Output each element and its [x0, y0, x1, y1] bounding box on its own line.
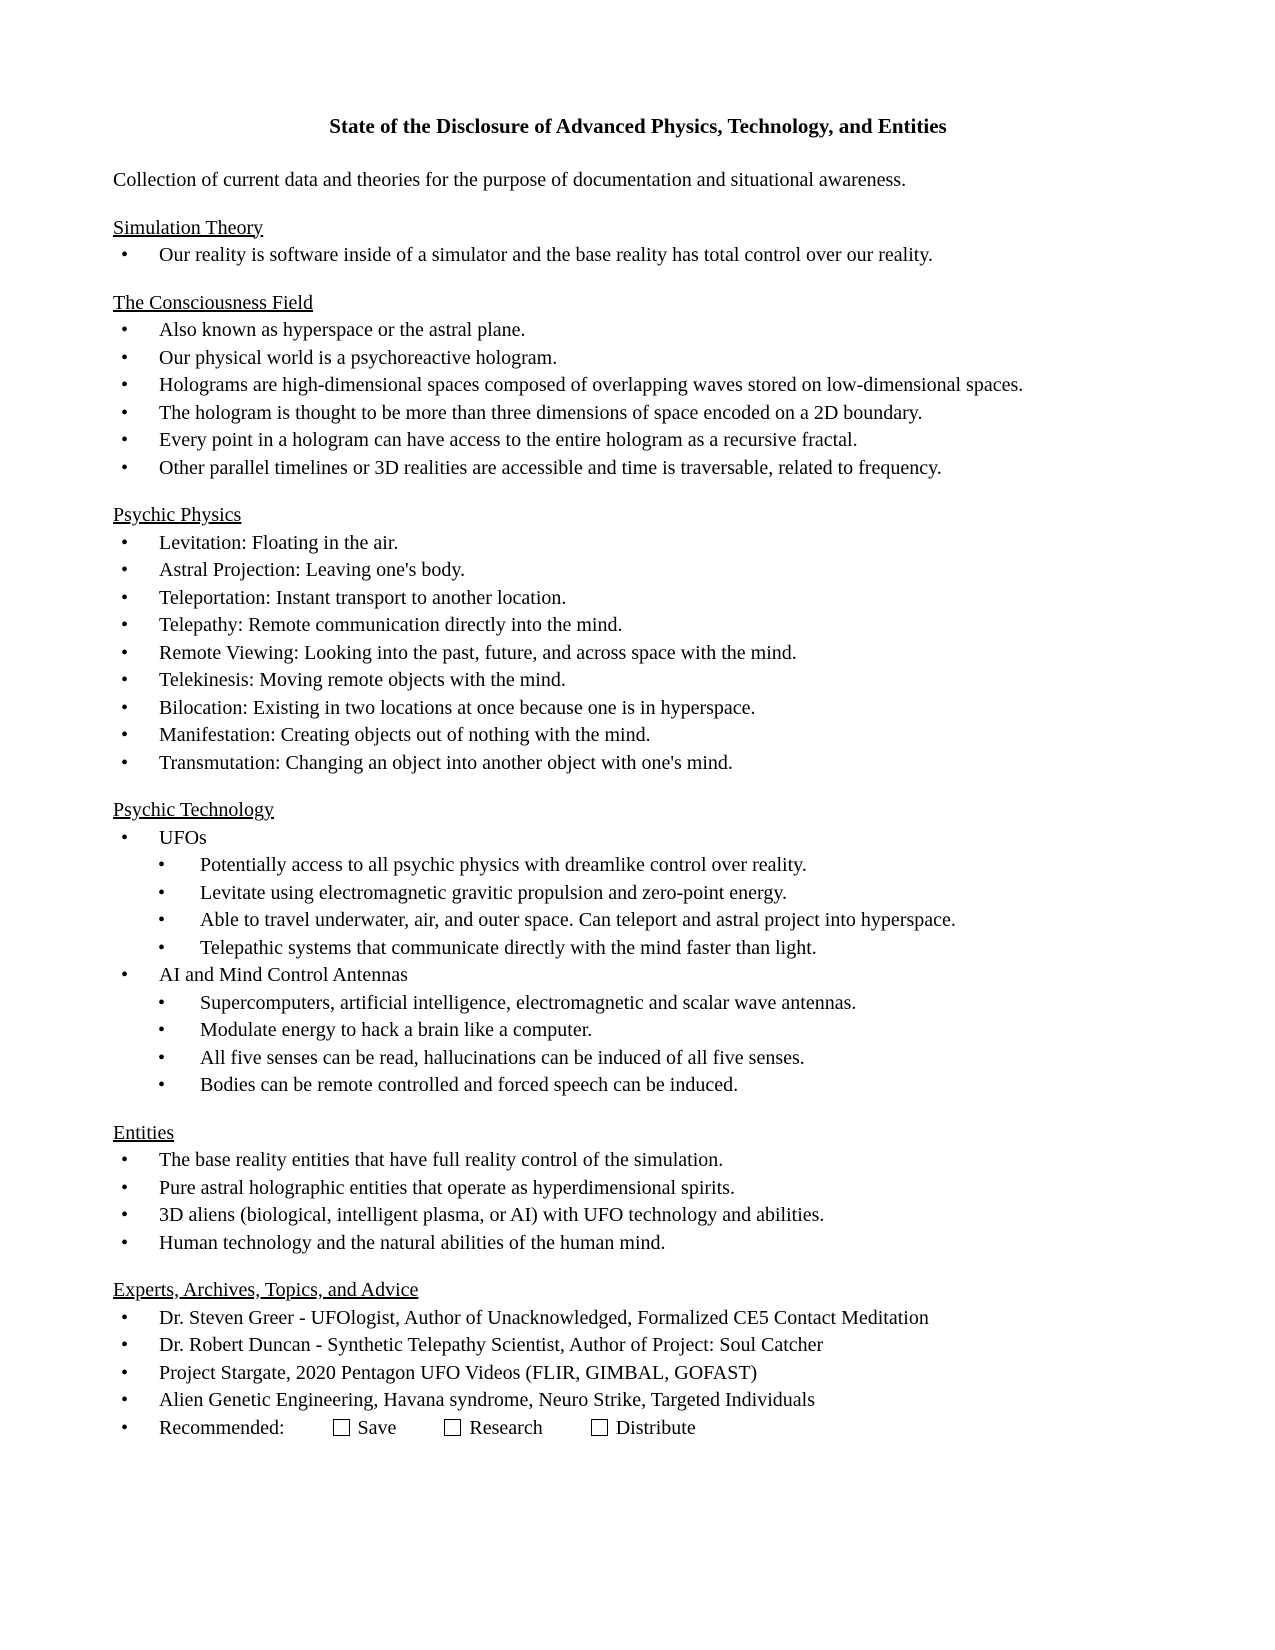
- bullet-item: [113, 557, 1163, 585]
- bullet-marker: •: [121, 724, 129, 746]
- bullet-text: The hologram is thought to be more than three dimensions of space encoded on a 2D boundary.: [159, 401, 923, 424]
- bullet-marker: •: [121, 1334, 129, 1356]
- bullet-item: [113, 1202, 1163, 1230]
- bullet-marker: •: [158, 1046, 166, 1069]
- bullet-text: Our physical world is a psychoreactive hologram.: [159, 346, 558, 369]
- bullet-marker: •: [158, 909, 166, 931]
- document-section: [113, 290, 1163, 483]
- bullet-marker: •: [121, 1306, 129, 1329]
- bullet-text: Project Stargate, 2020 Pentagon UFO Videos (FLIR, GIMBAL, GOFAST): [159, 1361, 758, 1384]
- document-title: State of the Disclosure of Advanced Physics, Technology, and Entities: [329, 114, 947, 138]
- checkbox-label: Save: [357, 1416, 397, 1439]
- sub-bullet-item: [113, 1072, 1163, 1100]
- bullet-marker: •: [121, 614, 129, 636]
- checkbox-option-save[interactable]: [333, 1415, 397, 1443]
- bullet-text: Bodies can be remote controlled and forced speech can be induced.: [200, 1074, 739, 1096]
- document-section: [113, 1277, 1163, 1442]
- bullet-item: [113, 1387, 1163, 1415]
- bullet-marker: •: [121, 964, 129, 986]
- sub-bullet-item: [113, 990, 1163, 1018]
- section-heading: Simulation Theory: [113, 216, 264, 239]
- bullet-marker: •: [158, 1019, 166, 1041]
- bullet-marker: •: [121, 346, 129, 369]
- checkbox-option-distribute[interactable]: [591, 1415, 696, 1443]
- bullet-item: [113, 372, 1163, 400]
- bullet-text: Potentially access to all psychic physics with dreamlike control over reality.: [200, 854, 807, 876]
- bullet-marker: •: [121, 1176, 129, 1199]
- bullet-marker: •: [121, 669, 129, 691]
- section-heading: Entities: [113, 1121, 175, 1144]
- bullet-text: Human technology and the natural abilities of the human mind.: [159, 1231, 666, 1254]
- bullet-item: [113, 750, 1163, 778]
- bullet-item: [113, 962, 1163, 990]
- sub-bullet-item: [113, 880, 1163, 908]
- bullet-text: Telekinesis: Moving remote objects with the mind.: [159, 669, 566, 691]
- document-section: [113, 215, 1163, 270]
- bullet-item: [113, 667, 1163, 695]
- bullet-marker: •: [121, 751, 129, 774]
- sub-bullet-item: [113, 935, 1163, 963]
- bullet-item: [113, 1147, 1163, 1175]
- bullet-text: Our reality is software inside of a simulator and the base reality has total control over our reality.: [159, 244, 934, 266]
- document-section: [113, 1120, 1163, 1258]
- bullet-item: [113, 612, 1163, 640]
- bullet-item: [113, 695, 1163, 723]
- bullet-item: [113, 722, 1163, 750]
- bullet-text: All five senses can be read, hallucinations can be induced of all five senses.: [200, 1046, 805, 1069]
- checkbox-icon[interactable]: [591, 1419, 608, 1436]
- bullet-marker: •: [121, 429, 129, 451]
- bullet-text: Remote Viewing: Looking into the past, future, and across space with the mind.: [159, 641, 797, 664]
- bullet-item: [113, 345, 1163, 373]
- section-heading: Experts, Archives, Topics, and Advice: [113, 1279, 419, 1301]
- sub-bullet-item: [113, 907, 1163, 935]
- document-intro: Collection of current data and theories for the purpose of documentation and situational awareness.: [113, 169, 907, 191]
- bullet-marker: •: [121, 456, 129, 479]
- checkbox-icon[interactable]: [333, 1419, 350, 1436]
- checkbox-option-research[interactable]: [444, 1415, 542, 1443]
- bullet-item: [113, 1415, 1163, 1443]
- section-heading: Psychic Technology: [113, 799, 274, 821]
- recommended-label: Recommended:: [159, 1416, 285, 1439]
- bullet-item: [113, 1360, 1163, 1388]
- bullet-marker: •: [121, 401, 129, 424]
- bullet-marker: •: [121, 559, 129, 581]
- checkbox-label: Distribute: [615, 1416, 696, 1439]
- bullet-marker: •: [121, 1361, 129, 1384]
- bullet-marker: •: [121, 1149, 129, 1171]
- bullet-item: [113, 1305, 1163, 1333]
- bullet-text: Teleportation: Instant transport to another location.: [159, 586, 567, 609]
- bullet-text: 3D aliens (biological, intelligent plasma, or AI) with UFO technology and abilities.: [159, 1204, 825, 1226]
- bullet-text: Levitation: Floating in the air.: [159, 531, 399, 554]
- bullet-marker: •: [121, 696, 129, 719]
- bullet-marker: •: [158, 854, 166, 876]
- document-section: [113, 797, 1163, 1100]
- bullet-text: Levitate using electromagnetic gravitic propulsion and zero-point energy.: [200, 881, 788, 904]
- bullet-item: [113, 427, 1163, 455]
- bullet-item: [113, 455, 1163, 483]
- sub-bullet-item: [113, 1045, 1163, 1073]
- bullet-marker: •: [121, 1389, 129, 1411]
- bullet-text: Bilocation: Existing in two locations at once because one is in hyperspace.: [159, 696, 756, 719]
- bullet-text: AI and Mind Control Antennas: [159, 964, 408, 986]
- bullet-item: [113, 400, 1163, 428]
- bullet-text: Dr. Robert Duncan - Synthetic Telepathy Scientist, Author of Project: Soul Catcher: [159, 1334, 824, 1356]
- bullet-text: The base reality entities that have full reality control of the simulation.: [159, 1149, 724, 1171]
- bullet-item: [113, 317, 1163, 345]
- checkbox-label: Research: [469, 1416, 543, 1439]
- bullet-item: [113, 1332, 1163, 1360]
- bullet-marker: •: [121, 1231, 129, 1254]
- bullet-marker: •: [121, 586, 129, 609]
- bullet-text: Supercomputers, artificial intelligence, electromagnetic and scalar wave antennas.: [200, 991, 857, 1014]
- bullet-text: Manifestation: Creating objects out of nothing with the mind.: [159, 724, 651, 746]
- bullet-marker: •: [158, 1074, 166, 1096]
- bullet-item: [113, 1230, 1163, 1258]
- bullet-text: Holograms are high-dimensional spaces composed of overlapping waves stored on low-dimensional spaces.: [159, 374, 1024, 396]
- document-body: [113, 215, 1163, 1443]
- bullet-marker: •: [158, 991, 166, 1014]
- document-section: [113, 502, 1163, 777]
- bullet-text: Alien Genetic Engineering, Havana syndrome, Neuro Strike, Targeted Individuals: [159, 1389, 816, 1411]
- checkbox-icon[interactable]: [444, 1419, 461, 1436]
- bullet-text: Dr. Steven Greer - UFOlogist, Author of Unacknowledged, Formalized CE5 Contact Meditation: [159, 1306, 929, 1329]
- bullet-marker: •: [158, 936, 166, 959]
- bullet-item: [113, 1175, 1163, 1203]
- bullet-marker: •: [121, 641, 129, 664]
- bullet-text: Telepathy: Remote communication directly into the mind.: [159, 614, 623, 636]
- bullet-marker: •: [121, 531, 129, 554]
- sub-bullet-item: [113, 852, 1163, 880]
- bullet-marker: •: [158, 881, 166, 904]
- bullet-text: Every point in a hologram can have access to the entire hologram as a recursive fractal.: [159, 429, 858, 451]
- bullet-item: [113, 242, 1163, 270]
- bullet-text: Also known as hyperspace or the astral plane.: [159, 319, 526, 341]
- bullet-marker: •: [121, 826, 129, 849]
- bullet-marker: •: [121, 319, 129, 341]
- section-heading: The Consciousness Field: [113, 291, 313, 314]
- sub-bullet-item: [113, 1017, 1163, 1045]
- bullet-marker: •: [121, 374, 129, 396]
- bullet-marker: •: [121, 244, 129, 266]
- bullet-text: Pure astral holographic entities that operate as hyperdimensional spirits.: [159, 1176, 735, 1199]
- section-heading: Psychic Physics: [113, 504, 242, 526]
- bullet-item: [113, 825, 1163, 853]
- bullet-item: [113, 640, 1163, 668]
- bullet-item: [113, 585, 1163, 613]
- bullet-item: [113, 530, 1163, 558]
- bullet-text: Modulate energy to hack a brain like a computer.: [200, 1019, 593, 1041]
- bullet-marker: •: [121, 1204, 129, 1226]
- bullet-text: Able to travel underwater, air, and outer space. Can teleport and astral project into hyperspace.: [200, 909, 956, 931]
- bullet-text: Astral Projection: Leaving one's body.: [159, 559, 466, 581]
- bullet-text: UFOs: [159, 826, 207, 849]
- bullet-text: Other parallel timelines or 3D realities are accessible and time is traversable, related to frequency.: [159, 456, 942, 479]
- bullet-text: Transmutation: Changing an object into another object with one's mind.: [159, 751, 733, 774]
- bullet-marker: •: [121, 1416, 129, 1439]
- bullet-text: Telepathic systems that communicate directly with the mind faster than light.: [200, 936, 817, 959]
